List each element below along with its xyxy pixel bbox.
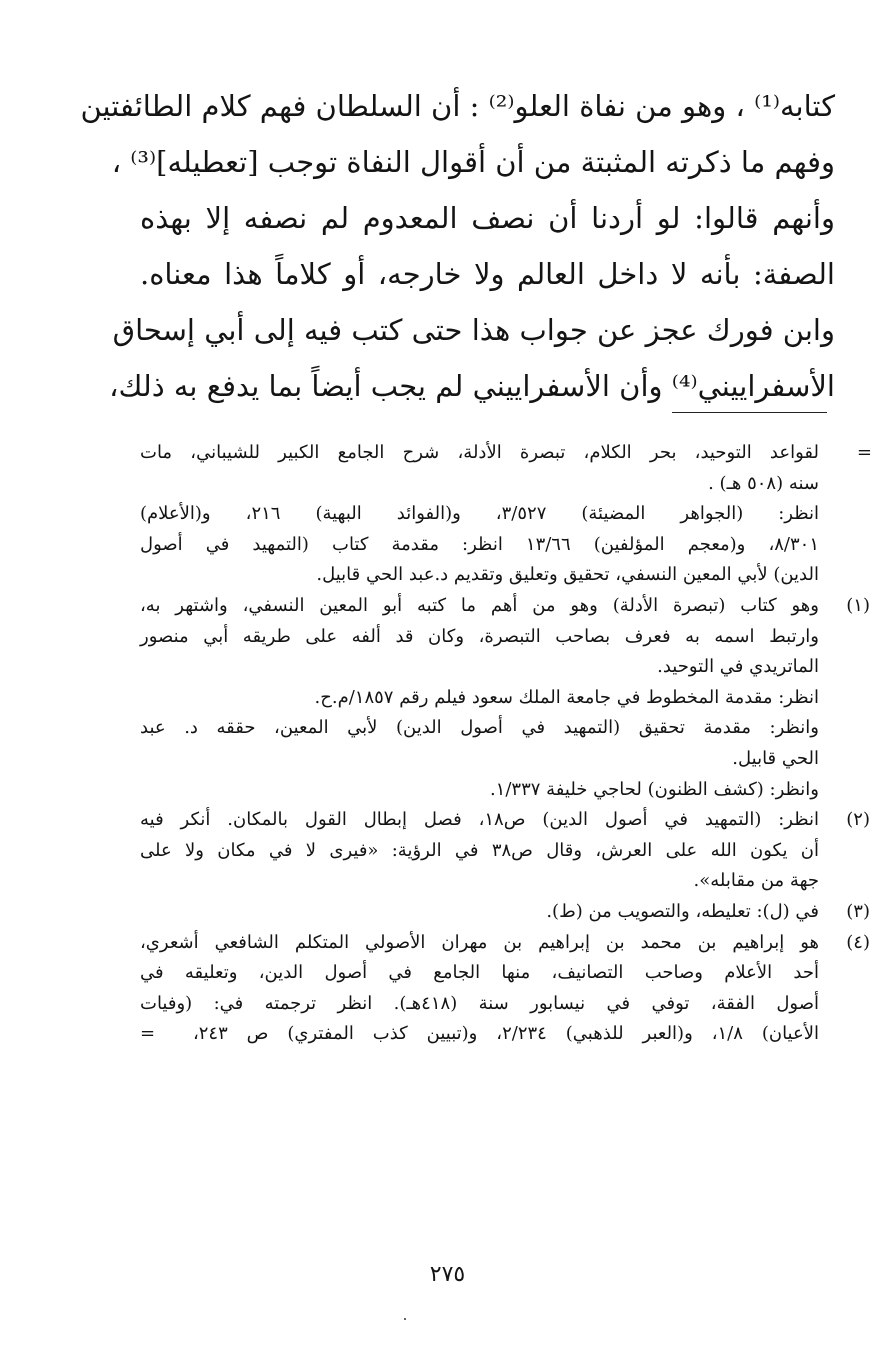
footnote-3 — [140, 897, 870, 928]
footnote-line: لقواعد التوحيد، بحر الكلام، تبصرة الأدلة، شرح الجامع الكبير للشيباني، مات — [140, 442, 819, 463]
footnote-line: أصول الفقة، توفي في نيسابور سنة (٤١٨هـ). انظر ترجمته في: (وفيات — [140, 992, 820, 1014]
footnotes-section — [140, 438, 870, 1050]
footnote-line: الحي قابيل. — [732, 747, 819, 769]
footnote-1 — [140, 591, 870, 805]
footnote-4 — [140, 928, 870, 1050]
footnote-number: (٣) — [846, 900, 870, 922]
footnote-line: هو إبراهيم بن محمد بن إبراهيم بن مهران الأصولي المتكلم الشافعي أشعري، — [140, 931, 819, 953]
main-text-line: الأسفراييني⁽⁴⁾ وأن الأسفراييني لم يجب أيضاً بما يدفع به ذلك، — [109, 369, 835, 403]
footnote-line: انظر: مقدمة المخطوط في جامعة الملك سعود فيلم رقم ١٨٥٧/م.ح. — [314, 686, 819, 708]
main-body-text — [80, 78, 835, 414]
print-speck — [404, 1318, 406, 1320]
footnote-number: (٤) — [846, 931, 870, 953]
footnote-2 — [140, 805, 870, 897]
footnote-line: وهو كتاب (تبصرة الأدلة) وهو من أهم ما كتبه أبو المعين النسفي، واشتهر به، — [140, 594, 819, 616]
footnote-line: سنه (٥٠٨ هـ) . — [708, 472, 819, 494]
footnote-line: انظر: (الجواهر المضيئة) ٣/٥٢٧، و(الفوائد البهية) ٢١٦، و(الأعلام) — [140, 503, 820, 525]
footnote-number: (١) — [846, 594, 870, 616]
footnote-line: وارتبط اسمه به فعرف بصاحب التبصرة، وكان قد ألفه على طريقه أبي منصور — [140, 625, 819, 647]
footnote-continuation — [140, 438, 870, 591]
footnote-line: وانظر: مقدمة تحقيق (التمهيد في أصول الدين) لأبي المعين، حققه د. عبد — [140, 717, 819, 739]
footnote-separator — [672, 412, 827, 413]
footnote-line: ٨/٣٠١، و(معجم المؤلفين) ١٣/٦٦ انظر: مقدمة كتاب (التمهيد في أصول — [140, 533, 819, 555]
footnote-line: وانظر: (كشف الظنون) لحاجي خليفة ١/٣٣٧. — [489, 778, 819, 800]
continuation-mark: = — [140, 1023, 156, 1045]
footnote-line: أن يكون الله على العرش، وقال ص٣٨ في الرؤية: «فيرى لا في مكان ولا على — [140, 839, 819, 861]
footnote-line: الدين) لأبي المعين النسفي، تحقيق وتعليق وتقديم د.عبد الحي قابيل. — [316, 564, 819, 586]
main-text-line: وفهم ما ذكرته المثبتة من أن أقوال النفاة توجب [تعطيله]⁽³⁾ ، — [111, 145, 835, 179]
main-text-line: وابن فورك عجز عن جواب هذا حتى كتب فيه إلى أبي إسحاق — [112, 313, 835, 347]
footnote-number: (٢) — [846, 809, 870, 831]
page-number: ٢٧٥ — [429, 1262, 466, 1287]
footnote-line: في (ل): تعليطه، والتصويب من (ط). — [546, 900, 819, 922]
main-text-line: وأنهم قالوا: لو أردنا أن نصف المعدوم لم نصفه إلا بهذه — [140, 201, 835, 235]
main-text-line: الصفة: بأنه لا داخل العالم ولا خارجه، أو كلاماً هذا معناه. — [140, 257, 835, 291]
footnote-line: انظر: (التمهيد في أصول الدين) ص١٨، فصل إبطال القول بالمكان. أنكر فيه — [140, 809, 819, 831]
footnote-line — [140, 1019, 819, 1050]
continuation-mark: = — [856, 442, 872, 463]
footnote-line-text: الأعيان) ١/٨، و(العبر للذهبي) ٢/٢٣٤، و(تبيين كذب المفتري) ص ٢٤٣، — [192, 1023, 819, 1045]
footnote-line: الماتريدي في التوحيد. — [657, 656, 819, 678]
footnote-line: جهة من مقابله». — [693, 870, 819, 892]
main-text-line: كتابه⁽¹⁾ ، وهو من نفاة العلو⁽²⁾ : أن السلطان فهم كلام الطائفتين — [80, 89, 835, 123]
footnote-line: أحد الأعلام وصاحب التصانيف، منها الجامع في أصول الدين، وتعليقه في — [140, 962, 819, 984]
